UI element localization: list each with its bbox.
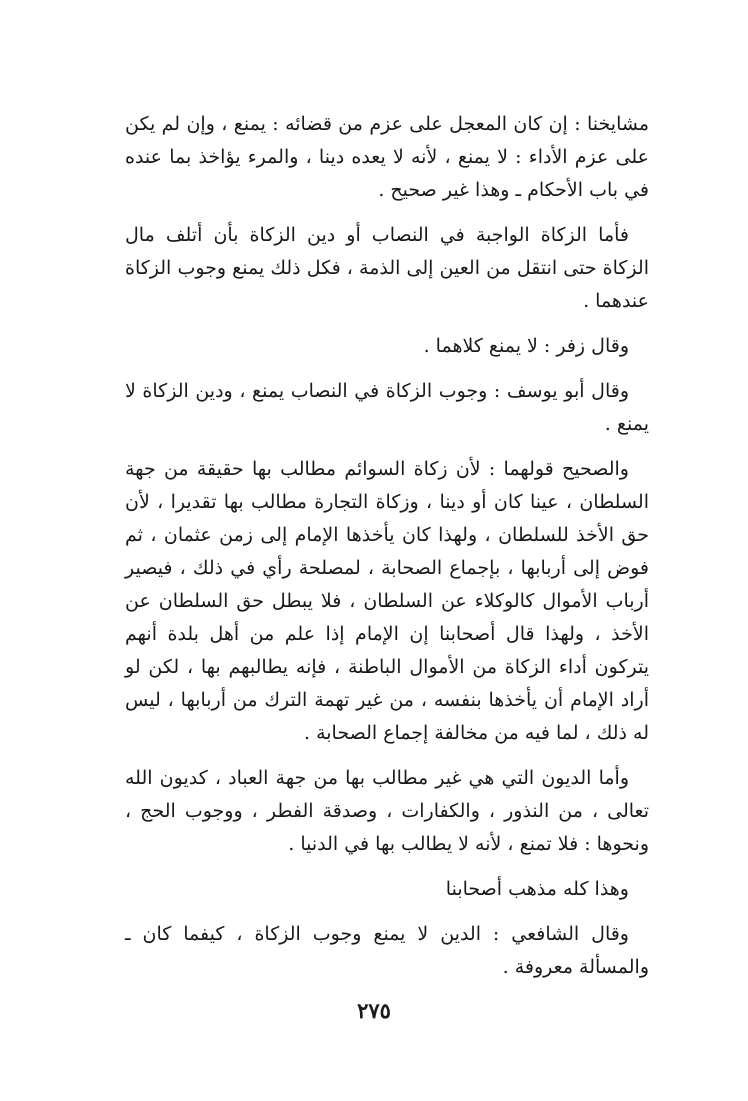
paragraph-2: فأما الزكاة الواجبة في النصاب أو دين الزكاة بأن أتلف مال الزكاة حتى انتقل من العين إلى الذمة ، فكل ذلك يمنع وجوب الزكاة عندهما . [125,224,649,312]
paragraph-8: وقال الشافعي : الدين لا يمنع وجوب الزكاة ، كيفما كان ـ والمسألة معروفة . [125,923,649,978]
paragraph-5: والصحيح قولهما : لأن زكاة السوائم مطالب بها حقيقة من جهة السلطان ، عينا كان أو دينا ، وزكاة التجارة مطالب بها تقديرا ، لأن حق الأخذ للسلطان ، ولهذا كان يأخذها الإمام إلى زمن عثمان ، ثم فوض إلى أربابها ، بإجماع الصحابة ، لمصلحة رأي في ذلك ، فيصير أرباب الأموال كالوكلاء عن السلطان ، فلا يبطل حق السلطان عن الأخذ ، ولهذا قال أصحابنا إن الإمام إذا علم من أهل بلدة أنهم يتركون أداء الزكاة من الأموال الباطنة ، فإنه يطالبهم بها ، لكن لو أراد الإمام أن يأخذها بنفسه ، من غير تهمة الترك من أربابها ، ليس له ذلك ، لما فيه من مخالفة إجماع الصحابة . [125,458,649,744]
paragraph-3: وقال زفر : لا يمنع كلاهما . [423,335,629,357]
paragraph-6: وأما الديون التي هي غير مطالب بها من جهة العباد ، كديون الله تعالى ، من النذور ، والكفارات ، وصدقة الفطر ، ووجوب الحج ، ونحوها : فلا تمنع ، لأنه لا يطالب بها في الدنيا . [125,767,649,855]
paragraph-1: مشايخنا : إن كان المعجل على عزم من قضائه : يمنع ، وإن لم يكن على عزم الأداء : لا يمنع ، لأنه لا يعده دينا ، والمرء يؤاخذ بما عنده في باب الأحكام ـ وهذا غير صحيح . [125,113,649,201]
paragraph-7: وهذا كله مذهب أصحابنا [445,878,629,900]
page-number: ٢٧٥ [357,998,391,1023]
body-text [125,108,649,996]
paragraph-4: وقال أبو يوسف : وجوب الزكاة في النصاب يمنع ، ودين الزكاة لا يمنع . [125,380,649,435]
